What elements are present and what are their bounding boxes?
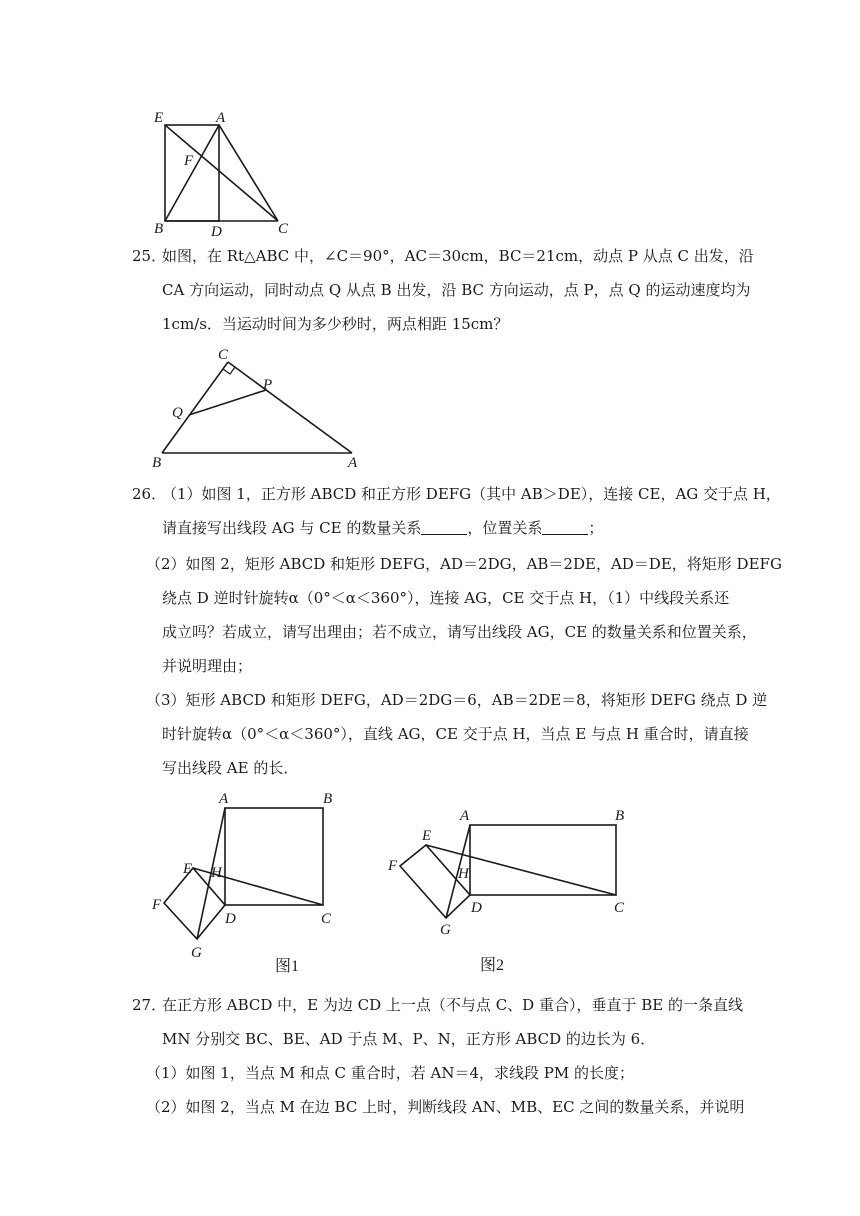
segment-ca bbox=[228, 362, 352, 453]
q26-p1-line2a: 请直接写出线段 AG 与 CE 的数量关系 bbox=[162, 519, 422, 537]
q26-p2-line3: 成立吗？若成立，请写出理由；若不成立，请写出线段 AG，CE 的数量关系和位置关系， bbox=[162, 623, 757, 641]
q27-p2: （2）如图 2，当点 M 在边 BC 上时，判断线段 AN、MB、EC 之间的数量关系，并说明 bbox=[146, 1098, 745, 1116]
label-e: E bbox=[154, 110, 164, 126]
q26-p1-line2 bbox=[162, 518, 603, 538]
figure-top bbox=[140, 105, 300, 240]
rect-abcd bbox=[470, 825, 616, 895]
figure-q25 bbox=[140, 345, 370, 470]
segment-qp bbox=[189, 390, 266, 415]
label-g: G bbox=[440, 922, 451, 938]
q26-p1-line1: （1）如图 1，正方形 ABCD 和正方形 DEFG（其中 AB＞DE），连接 CE，AG 交于点 H， bbox=[162, 485, 781, 503]
figure-q26-1 bbox=[145, 785, 345, 980]
label-a: A bbox=[219, 791, 229, 807]
label-b: B bbox=[615, 808, 625, 824]
label-a: A bbox=[216, 110, 226, 126]
label-b: B bbox=[154, 221, 164, 237]
segment-ec bbox=[165, 125, 278, 221]
q26-p3-line1: （3）矩形 ABCD 和矩形 DEFG，AD＝2DG＝6，AB＝2DE＝8，将矩形 DEFG 绕点 D 逆 bbox=[146, 691, 768, 709]
q25-line3: 1cm/s．当运动时间为多少秒时，两点相距 15cm？ bbox=[162, 315, 509, 333]
label-g: G bbox=[191, 945, 202, 961]
q27-number: 27． bbox=[132, 996, 167, 1014]
segment-ba bbox=[165, 125, 219, 221]
q26-p1-line2c: ； bbox=[588, 519, 604, 537]
label-c: C bbox=[278, 221, 289, 237]
q25-line2: CA 方向运动，同时动点 Q 从点 B 出发，沿 BC 方向运动，点 P，点 Q 的运动速度均为 bbox=[162, 281, 751, 299]
label-h: H bbox=[211, 865, 222, 881]
segment-ac bbox=[219, 125, 278, 221]
label-c: C bbox=[614, 900, 625, 916]
label-d: D bbox=[211, 224, 222, 240]
label-b: B bbox=[323, 791, 333, 807]
right-angle-mark bbox=[223, 367, 235, 374]
q27-p1: （1）如图 1，当点 M 和点 C 重合时，若 AN＝4，求线段 PM 的长度； bbox=[146, 1064, 635, 1082]
label-a: A bbox=[348, 455, 358, 470]
label-a: A bbox=[460, 808, 470, 824]
q27-line2: MN 分别交 BC、BE、AD 于点 M、P、N，正方形 ABCD 的边长为 6． bbox=[162, 1030, 656, 1048]
figure-q25-svg bbox=[140, 345, 370, 470]
label-d: D bbox=[471, 900, 482, 916]
label-f: F bbox=[388, 858, 398, 874]
figure-q26-2 bbox=[380, 800, 640, 980]
q26-p1-line2b: ，位置关系 bbox=[467, 519, 543, 537]
figure-caption-2: 图2 bbox=[480, 957, 505, 974]
q27-line1: 在正方形 ABCD 中，E 为边 CD 上一点（不与点 C、D 重合），垂直于 BE 的一条直线 bbox=[162, 996, 743, 1014]
label-b: B bbox=[152, 455, 162, 470]
label-f: F bbox=[152, 897, 162, 913]
label-e: E bbox=[183, 861, 193, 877]
label-c: C bbox=[218, 347, 229, 363]
label-d: D bbox=[225, 911, 236, 927]
answer-blank-quantity[interactable] bbox=[421, 519, 467, 535]
label-f: F bbox=[184, 153, 194, 169]
figure-q26-1-svg bbox=[145, 785, 345, 980]
label-e: E bbox=[422, 828, 432, 844]
figure-q26-2-svg bbox=[380, 800, 640, 980]
q26-p3-line3: 写出线段 AE 的长． bbox=[162, 759, 299, 777]
label-q: Q bbox=[172, 405, 183, 421]
label-p: P bbox=[263, 377, 273, 393]
label-c: C bbox=[321, 911, 332, 927]
q26-p2-line1: （2）如图 2，矩形 ABCD 和矩形 DEFG，AD＝2DG，AB＝2DE，AD＝DE，将矩形 DEFG bbox=[146, 555, 782, 573]
q26-p2-line4: 并说明理由； bbox=[162, 657, 253, 675]
q25-number: 25． bbox=[132, 247, 167, 265]
q26-number: 26． bbox=[132, 485, 167, 503]
label-h: H bbox=[458, 866, 469, 882]
q26-p2-line2: 绕点 D 逆时针旋转α（0°＜α＜360°），连接 AG，CE 交于点 H，（1）中线段关系还 bbox=[162, 589, 730, 607]
figure-top-svg bbox=[140, 105, 300, 240]
answer-blank-position[interactable] bbox=[542, 519, 588, 535]
q26-p3-line2: 时针旋转α（0°＜α＜360°），直线 AG，CE 交于点 H，当点 E 与点 H 重合时，请直接 bbox=[162, 725, 749, 743]
q25-line1: 如图，在 Rt△ABC 中，∠C＝90°，AC＝30cm，BC＝21cm，动点 P 从点 C 出发，沿 bbox=[162, 247, 754, 265]
figure-caption-1: 图1 bbox=[275, 958, 300, 975]
